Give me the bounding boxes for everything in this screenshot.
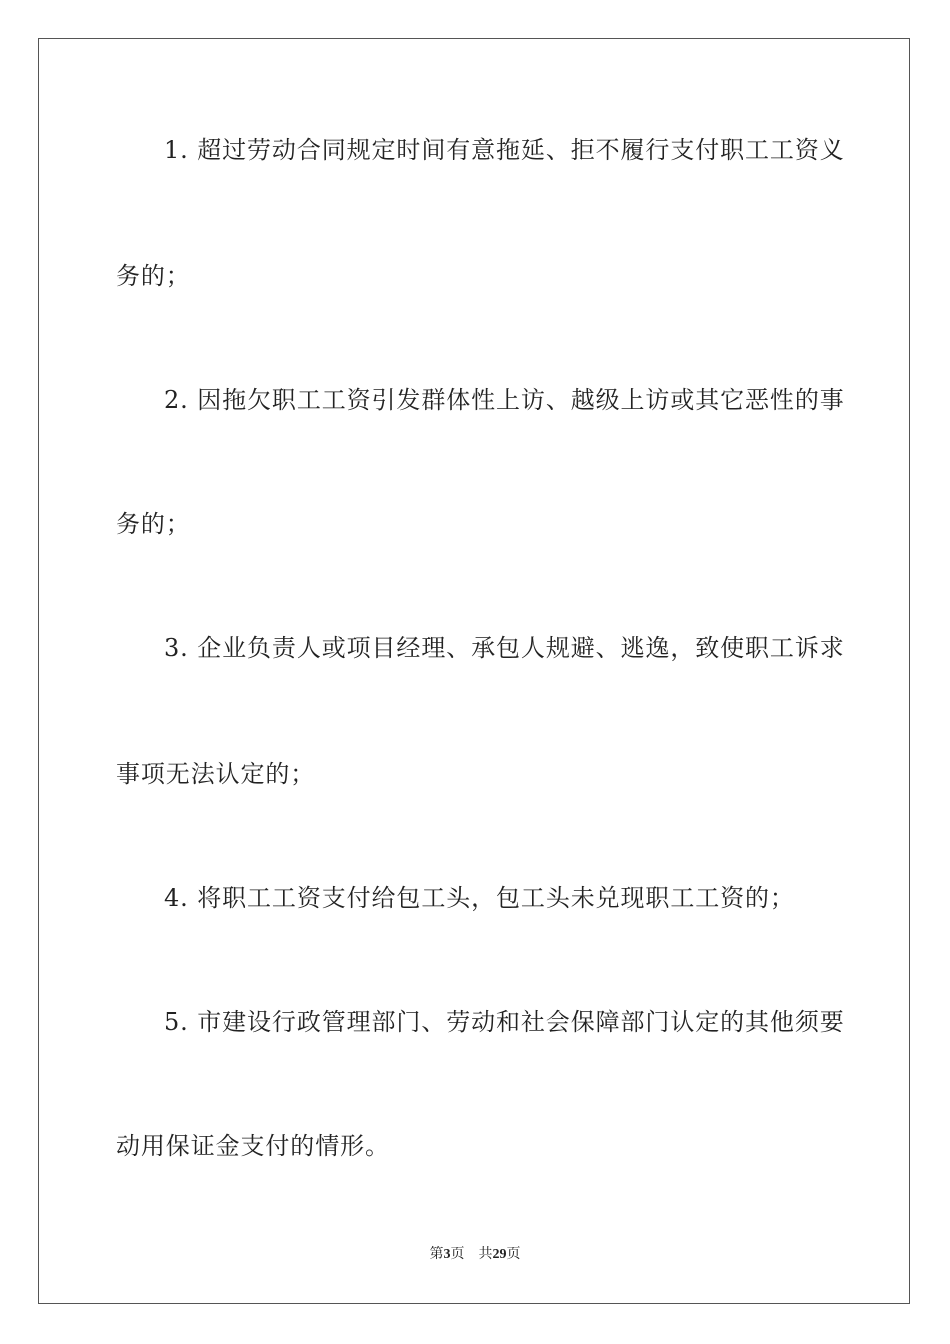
paragraph-2-line-1: 2. 因拖欠职工工资引发群体性上访、越级上访或其它恶性的事 [164,386,845,414]
paragraph-5-line-1: 5. 市建设行政管理部门、劳动和社会保障部门认定的其他须要 [164,1008,845,1036]
paragraph-2-line-2: 务的； [116,510,191,538]
total-page-count: 29 [492,1247,507,1262]
current-page-number: 3 [443,1247,451,1262]
total-suffix: 页 [506,1247,521,1262]
paragraph-5-line-2: 动用保证金支付的情形。 [116,1132,390,1160]
page-suffix: 页 [450,1247,465,1262]
paragraph-1-line-1: 1. 超过劳动合同规定时间有意拖延、拒不履行支付职工工资义 [164,136,845,164]
page-prefix: 第 [429,1247,444,1262]
paragraph-1-line-2: 务的； [116,262,191,290]
total-prefix: 共 [478,1247,493,1262]
paragraph-4-line-1: 4. 将职工工资支付给包工头，包工头未兑现职工工资的； [164,884,795,912]
page-border [38,38,910,1304]
page-footer [0,1247,950,1263]
paragraph-3-line-2: 事项无法认定的； [116,760,316,788]
paragraph-3-line-1: 3. 企业负责人或项目经理、承包人规避、逃逸，致使职工诉求 [164,634,845,662]
